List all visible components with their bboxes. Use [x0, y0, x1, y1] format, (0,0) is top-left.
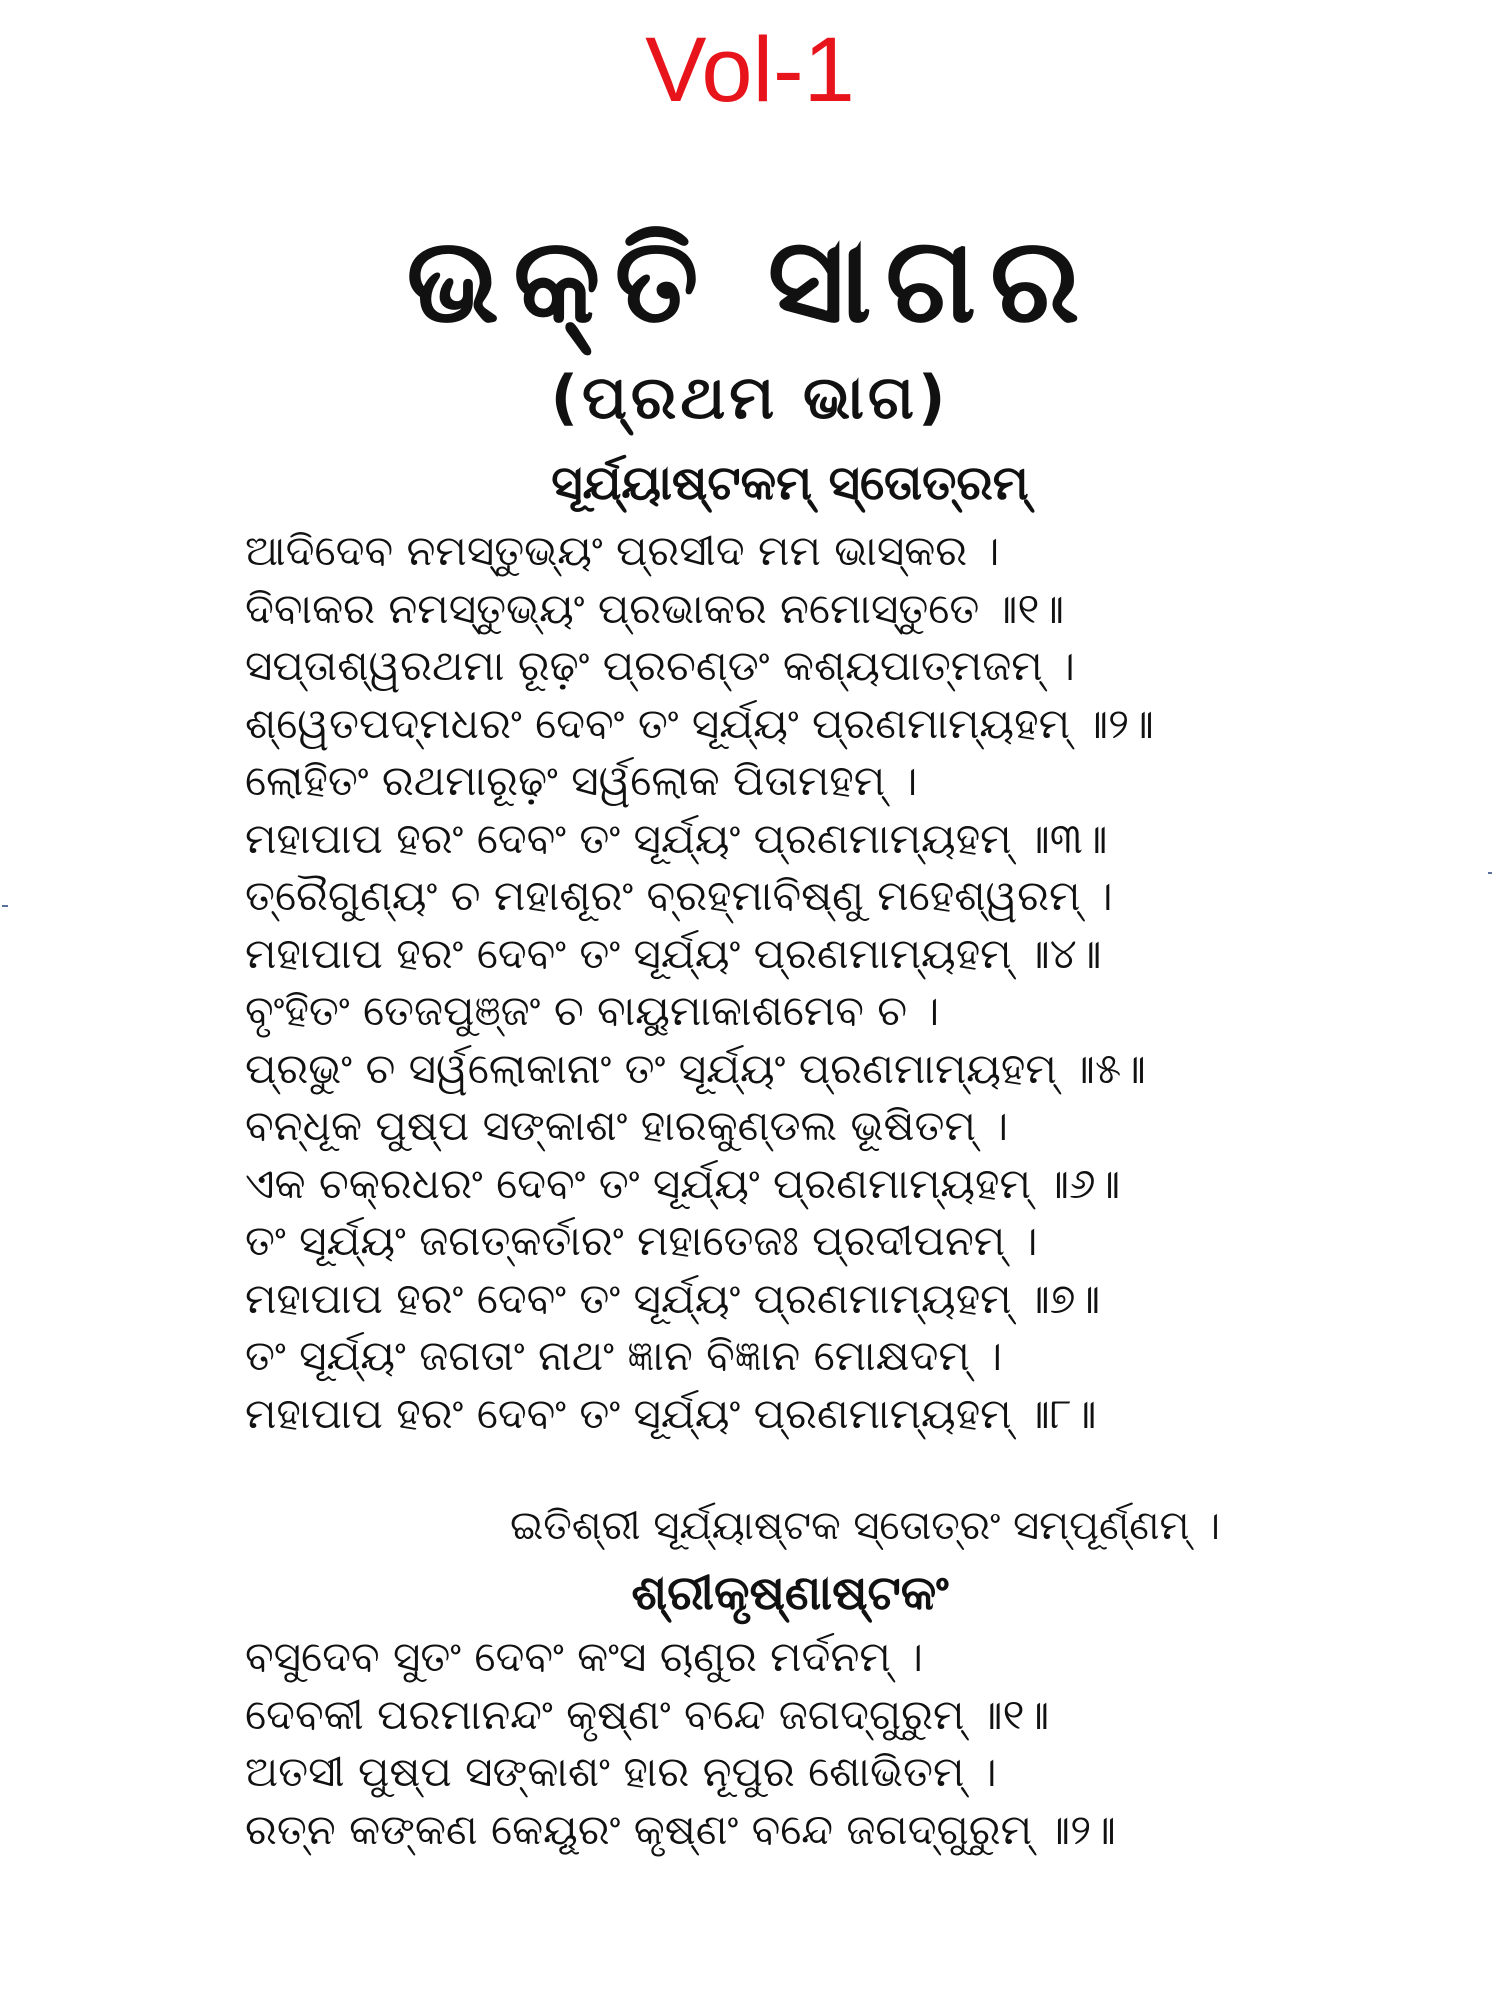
verse-block-suryashtakam	[245, 522, 1485, 1442]
verse-line: ବସୁଦେବ ସୁତଂ ଦେବଂ କଂସ ଚାଣୁର ମର୍ଦନମ୍ ।	[245, 1632, 924, 1681]
verse-line: ଶ୍ୱେତପଦ୍ମଧରଂ ଦେବଂ ତଂ ସୂର୍ଯ୍ୟଂ ପ୍ରଣମାମ୍ୟହମ୍ ॥୨॥	[245, 698, 1154, 748]
verse-line: ତଂ ସୂର୍ଯ୍ୟଂ ଜଗତ୍କର୍ତାରଂ ମହାତେଜଃ ପ୍ରଦୀପନମ୍ ।	[245, 1216, 1038, 1265]
verse-line: ମହାପାପ ହରଂ ଦେବଂ ତଂ ସୂର୍ଯ୍ୟଂ ପ୍ରଣମାମ୍ୟହମ୍ ॥୮॥	[245, 1388, 1097, 1438]
verse-line: ଅତସୀ ପୁଷ୍ପ ସଙ୍କାଶଂ ହାର ନୂପୁର ଶୋଭିତମ୍ ।	[245, 1747, 997, 1796]
colophon-suryashtakam: ଇତିଶ୍ରୀ ସୂର୍ଯ୍ୟାଷ୍ଟକ ସ୍ତୋତ୍ରଂ ସମ୍ପୂର୍ଣ୍ଣମ୍ ।	[510, 1503, 1221, 1549]
verse-block-krishnashtakam	[245, 1628, 1485, 1858]
verse-line: ଦିବାକର ନମସ୍ତୁଭ୍ୟଂ ପ୍ରଭାକର ନମୋସ୍ତୁତେ ॥୧॥	[245, 583, 1065, 633]
verse-line: ତ୍ରୈଗୁଣ୍ୟଂ ଚ ମହାଶୂରଂ ବ୍ରହ୍ମାବିଷ୍ଣୁ ମହେଶ୍ୱରମ୍ ।	[245, 871, 1113, 920]
verse-line: ଲୋହିତଂ ରଥମାରୂଢ଼ଂ ସର୍ୱଲୋକ ପିତାମହମ୍ ।	[245, 756, 918, 805]
section-heading-suryashtakam: ସୂର୍ଯ୍ୟାଷ୍ଟକମ୍ ସ୍ତୋତ୍ରମ୍	[551, 455, 1029, 511]
scan-artifact-mark	[1488, 872, 1492, 874]
verse-line: ମହାପାପ ହରଂ ଦେବଂ ତଂ ସୂର୍ଯ୍ୟଂ ପ୍ରଣମାମ୍ୟହମ୍ ॥୪॥	[245, 928, 1102, 978]
verse-line: ଦେବକୀ ପରମାନନ୍ଦଂ କୃଷ୍ଣଂ ବନ୍ଦେ ଜଗଦ୍‌ଗୁରୁମ୍ ॥୧॥	[245, 1689, 1050, 1739]
scan-artifact-mark	[2, 905, 8, 907]
part-title: (ପ୍ରଥମ ଭାଗ)	[550, 363, 950, 433]
book-title: ଭକ୍ତି ସାଗର	[406, 211, 1094, 349]
verse-line: ବୃଂହିତଂ ତେଜପୁଞ୍ଜଂ ଚ ବାୟୁମାକାଶମେବ ଚ ।	[245, 986, 940, 1035]
section-heading-krishnashtakam: ଶ୍ରୀକୃଷ୍ଣାଷ୍ଟକଂ	[631, 1565, 949, 1621]
verse-line: ସପ୍ତାଶ୍ୱରଥମା ରୂଢ଼ଂ ପ୍ରଚଣ୍ଡଂ କଶ୍ୟପାତ୍ମଜମ୍ ।	[245, 641, 1075, 690]
verse-line: ପ୍ରଭୁଂ ଚ ସର୍ୱଲୋକାନାଂ ତଂ ସୂର୍ଯ୍ୟଂ ପ୍ରଣମାମ୍ୟହମ୍ ॥୫॥	[245, 1043, 1146, 1093]
verse-line: ଏକ ଚକ୍ରଧରଂ ଦେବଂ ତଂ ସୂର୍ଯ୍ୟଂ ପ୍ରଣମାମ୍ୟହମ୍ ॥୬॥	[245, 1158, 1121, 1208]
volume-label: Vol-1	[645, 19, 855, 121]
verse-line: ମହାପାପ ହରଂ ଦେବଂ ତଂ ସୂର୍ଯ୍ୟଂ ପ୍ରଣମାମ୍ୟହମ୍ ॥୩॥	[245, 813, 1108, 863]
verse-line: ମହାପାପ ହରଂ ଦେବଂ ତଂ ସୂର୍ଯ୍ୟଂ ପ୍ରଣମାମ୍ୟହମ୍ ॥୭॥	[245, 1273, 1101, 1323]
verse-line: ଆଦିଦେବ ନମସ୍ତୁଭ୍ୟଂ ପ୍ରସୀଦ ମମ ଭାସ୍କର ।	[245, 526, 1000, 575]
verse-line: ରତ୍ନ କଙ୍କଣ କେୟୂରଂ କୃଷ୍ଣଂ ବନ୍ଦେ ଜଗଦ୍‌ଗୁରୁମ୍ ॥୨॥	[245, 1804, 1116, 1854]
verse-line: ତଂ ସୂର୍ଯ୍ୟଂ ଜଗତାଂ ନାଥଂ ଜ୍ଞାନ ବିଜ୍ଞାନ ମୋକ୍ଷଦମ୍ ।	[245, 1331, 1003, 1380]
verse-line: ବନ୍ଧୂକ ପୁଷ୍ପ ସଙ୍କାଶଂ ହାରକୁଣ୍ଡଲ ଭୂଷିତମ୍ ।	[245, 1101, 1009, 1150]
